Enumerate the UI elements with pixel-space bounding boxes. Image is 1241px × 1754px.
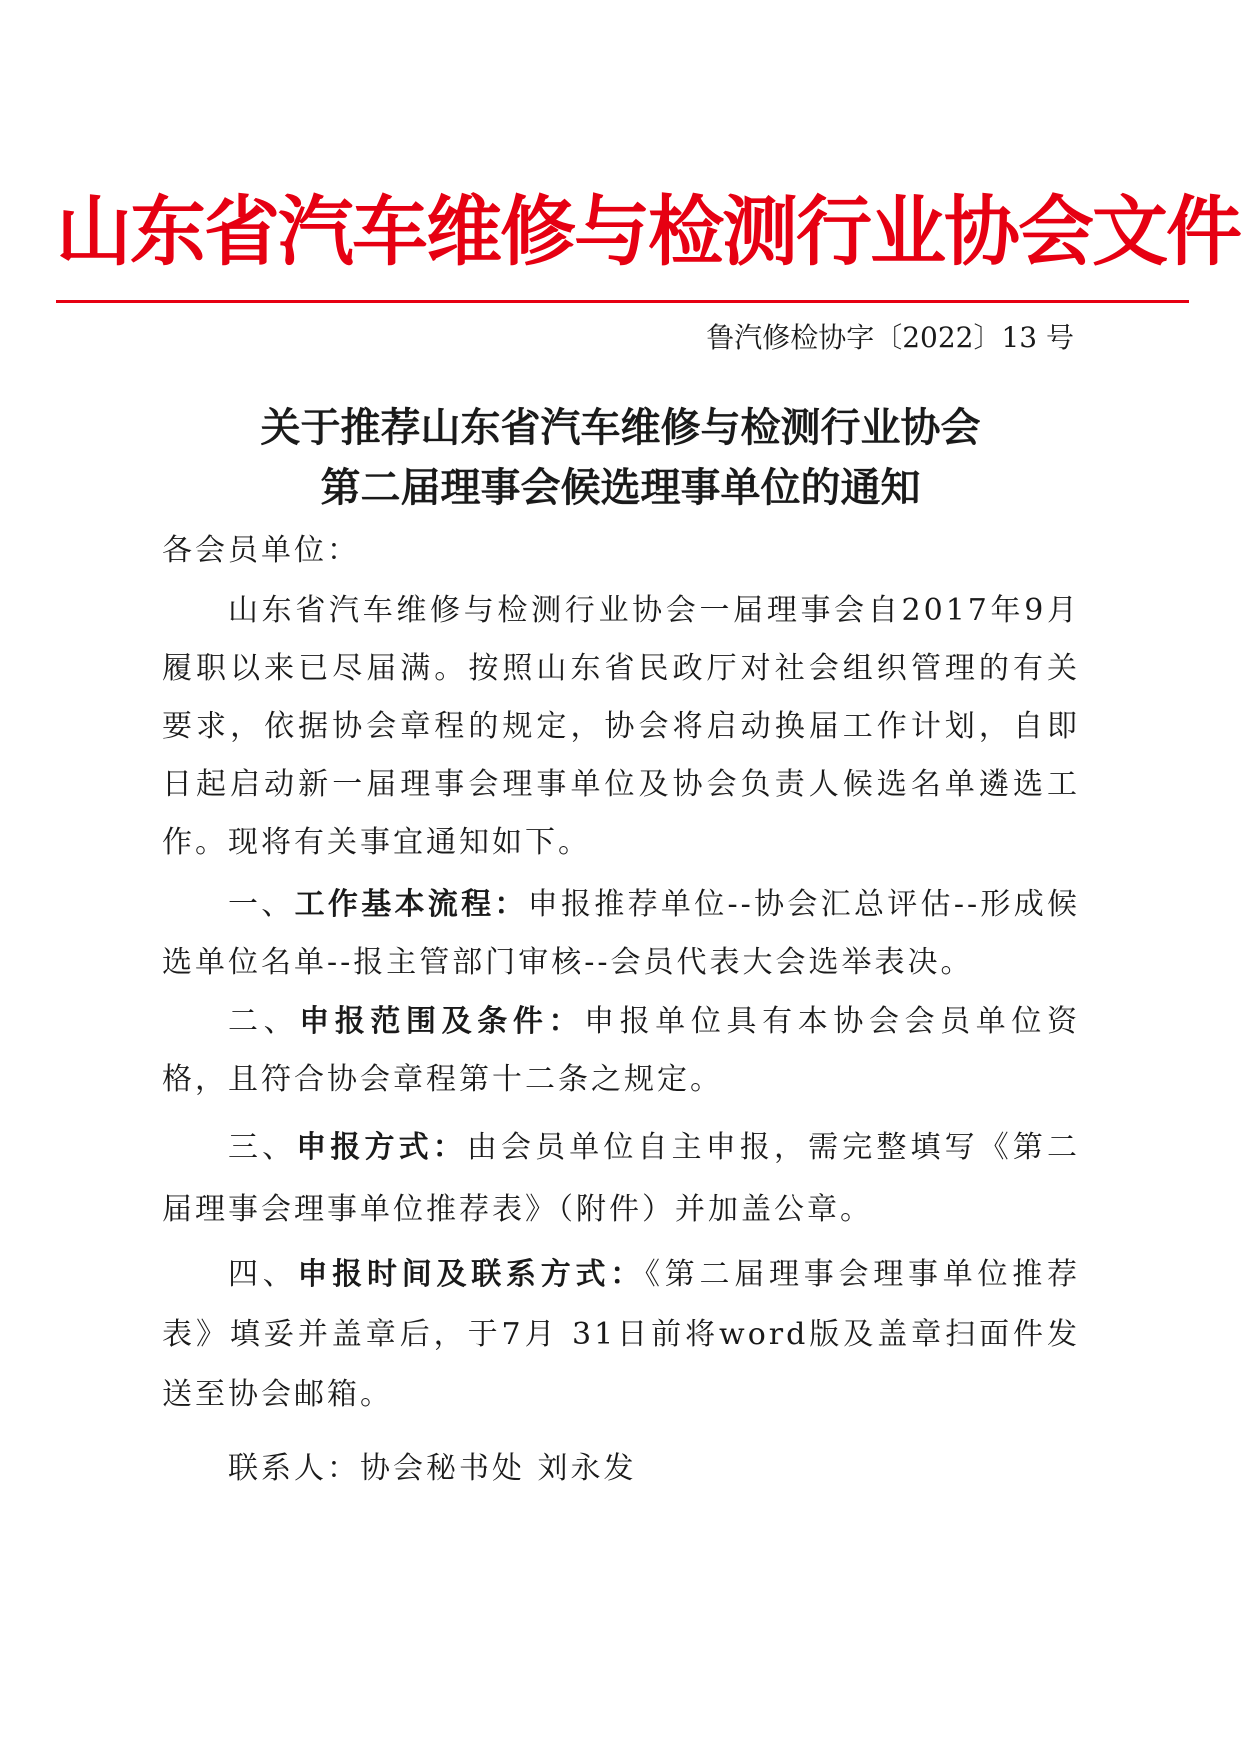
item-scope: [162, 993, 1080, 1109]
item-text: 《第二届理事会理事单位推荐表》填妥并盖章后，于7月 31日前将word版及盖章扫面件发送至协会邮箱。: [162, 1257, 1080, 1412]
item-prefix: 三、: [228, 1130, 297, 1165]
item-prefix: 一、: [228, 887, 295, 922]
item-workflow: [162, 876, 1080, 992]
item-prefix: 二、: [228, 1004, 300, 1039]
item-heading: 工作基本流程：: [294, 887, 528, 922]
item-method: [162, 1117, 1080, 1241]
header-divider: [56, 300, 1189, 303]
contact-person: 联系人：协会秘书处 刘永发: [228, 1451, 637, 1486]
item-prefix: 四、: [228, 1257, 298, 1292]
salutation: 各会员单位：: [162, 533, 360, 568]
item-deadline-contact: [162, 1245, 1080, 1425]
item-text: 申报单位具有本协会会员单位资格，且符合协会章程第十二条之规定。: [162, 1004, 1081, 1097]
intro-paragraph: 山东省汽车维修与检测行业协会一届理事会自2017年9月履职以来已尽届满。按照山东省民政厅对社会组织管理的有关要求，依据协会章程的规定，协会将启动换届工作计划，自即日起启动新一届理事会理事单位及协会负责人候选名单遴选工作。现将有关事宜通知如下。: [162, 593, 1080, 860]
document-header-title: 山东省汽车维修与检测行业协会文件: [56, 187, 1240, 276]
item-text: 由会员单位自主申报，需完整填写《第二届理事会理事单位推荐表》（附件）并加盖公章。: [162, 1130, 1080, 1227]
item-heading: 申报范围及条件：: [299, 1004, 585, 1039]
item-text: 申报推荐单位--协会汇总评估--形成候选单位名单--报主管部门审核--会员代表大会选举表决。: [162, 887, 1081, 980]
document-number: 鲁汽修检协字〔2022〕13 号: [706, 321, 1074, 354]
notice-title-line-1: 关于推荐山东省汽车维修与检测行业协会: [260, 405, 981, 451]
item-heading: 申报时间及联系方式：: [297, 1257, 645, 1292]
notice-title-line-2: 第二届理事会候选理事单位的通知: [320, 465, 921, 511]
item-heading: 申报方式：: [296, 1130, 467, 1165]
